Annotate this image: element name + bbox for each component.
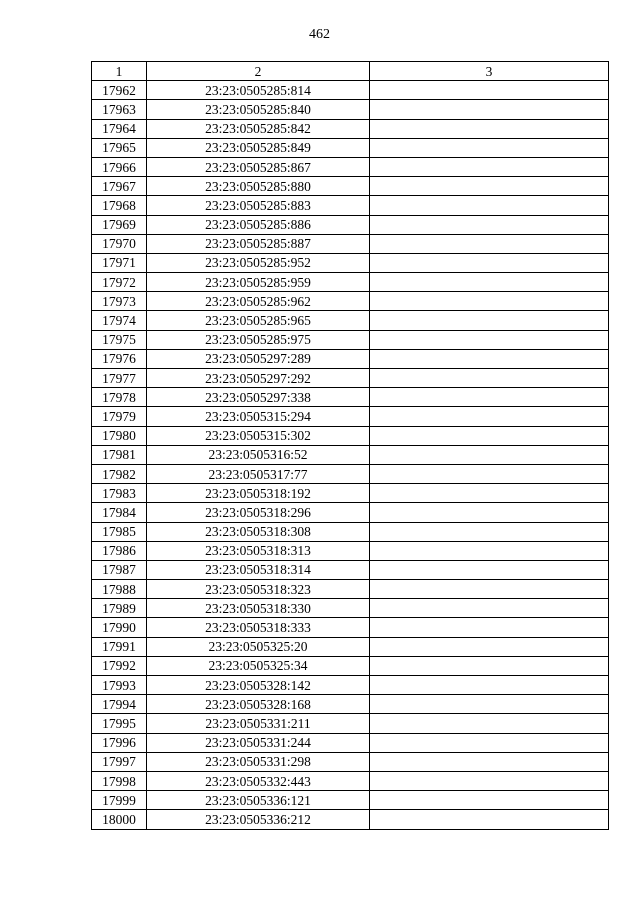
row-number-cell: 17970 [92, 234, 147, 253]
row-number-cell: 17996 [92, 733, 147, 752]
table-row [92, 522, 609, 541]
table-row [92, 349, 609, 368]
notes-cell [370, 369, 609, 388]
cadastral-number-cell: 23:23:0505285:975 [147, 330, 370, 349]
notes-cell [370, 292, 609, 311]
table-row [92, 599, 609, 618]
row-number-cell: 17982 [92, 464, 147, 483]
row-number-cell: 17967 [92, 177, 147, 196]
row-number-cell: 17999 [92, 791, 147, 810]
notes-cell [370, 771, 609, 790]
table-row [92, 273, 609, 292]
notes-cell [370, 791, 609, 810]
cadastral-number-cell: 23:23:0505318:333 [147, 618, 370, 637]
cadastral-number-cell: 23:23:0505315:302 [147, 426, 370, 445]
notes-cell [370, 349, 609, 368]
column-header-3: 3 [370, 62, 609, 81]
notes-cell [370, 656, 609, 675]
notes-cell [370, 637, 609, 656]
table-row [92, 100, 609, 119]
row-number-cell: 17993 [92, 676, 147, 695]
row-number-cell: 17971 [92, 253, 147, 272]
cadastral-number-cell: 23:23:0505318:314 [147, 560, 370, 579]
row-number-cell: 17974 [92, 311, 147, 330]
cadastral-number-cell: 23:23:0505285:880 [147, 177, 370, 196]
notes-cell [370, 676, 609, 695]
cadastral-number-cell: 23:23:0505285:959 [147, 273, 370, 292]
cadastral-number-cell: 23:23:0505285:965 [147, 311, 370, 330]
cadastral-number-cell: 23:23:0505328:142 [147, 676, 370, 695]
table-row [92, 771, 609, 790]
table-row [92, 464, 609, 483]
notes-cell [370, 157, 609, 176]
cadastral-number-cell: 23:23:0505285:886 [147, 215, 370, 234]
page-number: 462 [309, 27, 330, 42]
notes-cell [370, 407, 609, 426]
row-number-cell: 17977 [92, 369, 147, 388]
row-number-cell: 17966 [92, 157, 147, 176]
table-row [92, 714, 609, 733]
table-row [92, 426, 609, 445]
cadastral-number-cell: 23:23:0505285:849 [147, 138, 370, 157]
table-row [92, 81, 609, 100]
table-row [92, 560, 609, 579]
notes-cell [370, 388, 609, 407]
table-row [92, 637, 609, 656]
cadastral-number-cell: 23:23:0505331:244 [147, 733, 370, 752]
notes-cell [370, 177, 609, 196]
cadastral-number-cell: 23:23:0505315:294 [147, 407, 370, 426]
row-number-cell: 17986 [92, 541, 147, 560]
table-row [92, 656, 609, 675]
table-row [92, 580, 609, 599]
row-number-cell: 17973 [92, 292, 147, 311]
table-row [92, 369, 609, 388]
cadastral-number-cell: 23:23:0505285:840 [147, 100, 370, 119]
table-row [92, 752, 609, 771]
cadastral-number-cell: 23:23:0505285:814 [147, 81, 370, 100]
notes-cell [370, 522, 609, 541]
row-number-cell: 17981 [92, 445, 147, 464]
row-number-cell: 17980 [92, 426, 147, 445]
table-header-row [92, 62, 609, 81]
row-number-cell: 17969 [92, 215, 147, 234]
cadastral-number-cell: 23:23:0505297:338 [147, 388, 370, 407]
notes-cell [370, 138, 609, 157]
cadastral-number-cell: 23:23:0505318:192 [147, 484, 370, 503]
row-number-cell: 17979 [92, 407, 147, 426]
cadastral-number-cell: 23:23:0505318:330 [147, 599, 370, 618]
row-number-cell: 17975 [92, 330, 147, 349]
table-row [92, 618, 609, 637]
row-number-cell: 17983 [92, 484, 147, 503]
notes-cell [370, 618, 609, 637]
cadastral-number-cell: 23:23:0505316:52 [147, 445, 370, 464]
row-number-cell: 17972 [92, 273, 147, 292]
notes-cell [370, 695, 609, 714]
cadastral-number-cell: 23:23:0505331:211 [147, 714, 370, 733]
notes-cell [370, 100, 609, 119]
notes-cell [370, 234, 609, 253]
row-number-cell: 17994 [92, 695, 147, 714]
cadastral-number-cell: 23:23:0505318:313 [147, 541, 370, 560]
notes-cell [370, 541, 609, 560]
notes-cell [370, 599, 609, 618]
row-number-cell: 17985 [92, 522, 147, 541]
cadastral-number-cell: 23:23:0505285:867 [147, 157, 370, 176]
table-row [92, 196, 609, 215]
table-row [92, 119, 609, 138]
cadastral-number-cell: 23:23:0505297:292 [147, 369, 370, 388]
cadastral-number-cell: 23:23:0505328:168 [147, 695, 370, 714]
cadastral-number-cell: 23:23:0505336:121 [147, 791, 370, 810]
notes-cell [370, 273, 609, 292]
row-number-cell: 17990 [92, 618, 147, 637]
table-row [92, 138, 609, 157]
row-number-cell: 17965 [92, 138, 147, 157]
row-number-cell: 17962 [92, 81, 147, 100]
row-number-cell: 17963 [92, 100, 147, 119]
column-header-1: 1 [92, 62, 147, 81]
notes-cell [370, 733, 609, 752]
table-row [92, 791, 609, 810]
column-header-2: 2 [147, 62, 370, 81]
row-number-cell: 17987 [92, 560, 147, 579]
cadastral-number-cell: 23:23:0505297:289 [147, 349, 370, 368]
table-row [92, 330, 609, 349]
cadastral-number-cell: 23:23:0505318:323 [147, 580, 370, 599]
notes-cell [370, 311, 609, 330]
table-row [92, 541, 609, 560]
table-row [92, 234, 609, 253]
row-number-cell: 17968 [92, 196, 147, 215]
cadastral-number-cell: 23:23:0505325:20 [147, 637, 370, 656]
cadastral-number-cell: 23:23:0505318:308 [147, 522, 370, 541]
table-row [92, 253, 609, 272]
row-number-cell: 17991 [92, 637, 147, 656]
notes-cell [370, 714, 609, 733]
notes-cell [370, 810, 609, 829]
table-row [92, 503, 609, 522]
table-row [92, 695, 609, 714]
table-row [92, 484, 609, 503]
table-row [92, 733, 609, 752]
row-number-cell: 17995 [92, 714, 147, 733]
notes-cell [370, 81, 609, 100]
table-row [92, 407, 609, 426]
notes-cell [370, 560, 609, 579]
cadastral-number-cell: 23:23:0505336:212 [147, 810, 370, 829]
notes-cell [370, 215, 609, 234]
notes-cell [370, 752, 609, 771]
row-number-cell: 17964 [92, 119, 147, 138]
cadastral-number-cell: 23:23:0505331:298 [147, 752, 370, 771]
cadastral-number-cell: 23:23:0505285:842 [147, 119, 370, 138]
cadastral-number-cell: 23:23:0505318:296 [147, 503, 370, 522]
notes-cell [370, 330, 609, 349]
row-number-cell: 17978 [92, 388, 147, 407]
table-row [92, 676, 609, 695]
cadastral-number-cell: 23:23:0505285:952 [147, 253, 370, 272]
table-row [92, 157, 609, 176]
cadastral-number-cell: 23:23:0505325:34 [147, 656, 370, 675]
notes-cell [370, 580, 609, 599]
row-number-cell: 17998 [92, 771, 147, 790]
row-number-cell: 18000 [92, 810, 147, 829]
row-number-cell: 17997 [92, 752, 147, 771]
cadastral-number-cell: 23:23:0505285:887 [147, 234, 370, 253]
row-number-cell: 17992 [92, 656, 147, 675]
table-body [92, 81, 609, 829]
row-number-cell: 17984 [92, 503, 147, 522]
row-number-cell: 17976 [92, 349, 147, 368]
row-number-cell: 17988 [92, 580, 147, 599]
cadastral-number-cell: 23:23:0505285:883 [147, 196, 370, 215]
table-row [92, 388, 609, 407]
table-row [92, 177, 609, 196]
notes-cell [370, 484, 609, 503]
notes-cell [370, 445, 609, 464]
notes-cell [370, 426, 609, 445]
cadastral-table [91, 61, 609, 830]
notes-cell [370, 196, 609, 215]
table-row [92, 445, 609, 464]
notes-cell [370, 253, 609, 272]
notes-cell [370, 503, 609, 522]
row-number-cell: 17989 [92, 599, 147, 618]
table-row [92, 311, 609, 330]
cadastral-number-cell: 23:23:0505285:962 [147, 292, 370, 311]
table-row [92, 292, 609, 311]
table-row [92, 215, 609, 234]
cadastral-number-cell: 23:23:0505317:77 [147, 464, 370, 483]
notes-cell [370, 464, 609, 483]
notes-cell [370, 119, 609, 138]
table-row [92, 810, 609, 829]
cadastral-number-cell: 23:23:0505332:443 [147, 771, 370, 790]
